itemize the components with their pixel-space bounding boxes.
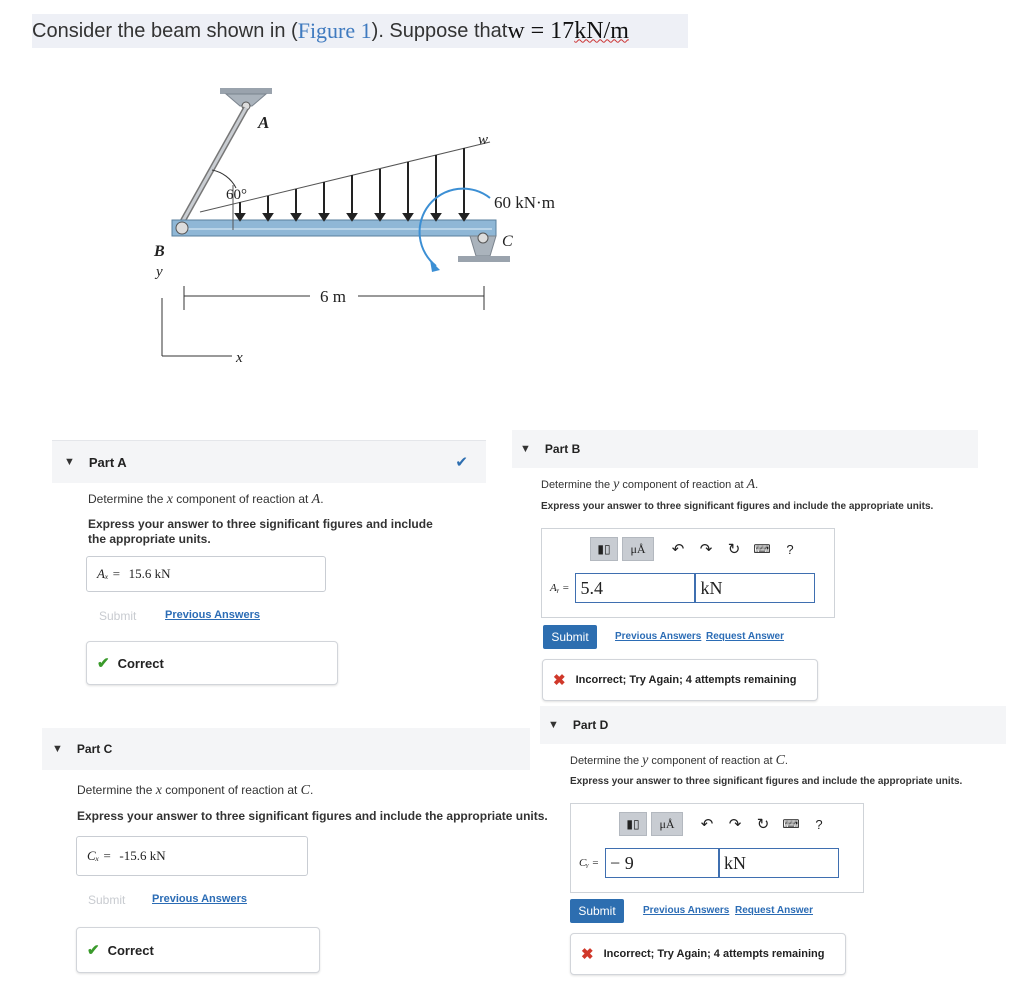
- part-c-submit-button[interactable]: Submit: [88, 893, 126, 907]
- editor-toolbar: [590, 537, 834, 561]
- units-input[interactable]: kN: [695, 573, 815, 603]
- moment-arrowhead: [430, 260, 440, 272]
- label-y: y: [156, 264, 163, 280]
- completed-check-icon: ✔: [455, 454, 468, 471]
- keyboard-icon[interactable]: ⌨: [782, 817, 800, 831]
- help-icon[interactable]: ?: [786, 541, 794, 557]
- part-c-instructions: Express your answer to three significant figures and include the appropriate units.: [77, 809, 548, 823]
- answer-label: Aₓ =: [97, 566, 121, 581]
- part-d-previous-answers-link[interactable]: Previous Answers: [643, 905, 730, 916]
- units-button[interactable]: μÅ: [651, 812, 683, 836]
- reset-icon[interactable]: ↻: [727, 541, 741, 558]
- load-equation: w = 17: [507, 17, 575, 44]
- label-angle: 60°: [226, 187, 247, 203]
- undo-icon[interactable]: ↶: [700, 816, 714, 833]
- answer-row: [550, 573, 834, 603]
- part-a-title: Part A: [88, 454, 127, 470]
- answer-label: Aᵧ =: [550, 582, 570, 594]
- label-w: w: [478, 132, 489, 148]
- part-d-header[interactable]: [540, 706, 1006, 744]
- part-c-answer: [76, 836, 308, 876]
- label-x: x: [236, 350, 243, 366]
- value-input[interactable]: − 9: [605, 848, 719, 878]
- collapse-icon[interactable]: ▼: [548, 719, 559, 731]
- header-suffix: ). Suppose that: [371, 19, 508, 42]
- keyboard-icon[interactable]: ⌨: [753, 542, 771, 556]
- header-prefix: Consider the beam shown in (: [32, 19, 298, 42]
- strut-highlight: [180, 108, 246, 226]
- units-button[interactable]: μÅ: [622, 537, 654, 561]
- redo-icon[interactable]: ↷: [699, 541, 713, 558]
- check-icon: ✔: [87, 942, 100, 959]
- part-c-previous-answers-link[interactable]: Previous Answers: [152, 893, 247, 905]
- load-unit: kN/m: [574, 17, 629, 44]
- part-b-instructions: Express your answer to three significant figures and include the appropriate units.: [541, 501, 934, 512]
- part-c-header[interactable]: [42, 728, 530, 770]
- x-icon: ✖: [553, 672, 566, 689]
- part-a-instructions: Express your answer to three significant figures and include the appropriate units.: [88, 517, 433, 546]
- label-length: 6 m: [320, 287, 346, 306]
- collapse-icon[interactable]: ▼: [52, 743, 63, 755]
- part-d-answer-editor: [570, 803, 864, 893]
- help-icon[interactable]: ?: [815, 816, 823, 832]
- answer-value: 15.6 kN: [128, 566, 171, 581]
- ground-c: [458, 256, 510, 262]
- part-d-question: Determine the y component of reaction at C.: [570, 753, 788, 768]
- answer-label: Cₓ =: [87, 848, 112, 863]
- templates-icon: ▮▯: [597, 542, 611, 556]
- part-a-feedback: ✔ Correct: [86, 641, 338, 685]
- value-input[interactable]: 5.4: [575, 573, 695, 603]
- part-a-previous-answers-link[interactable]: Previous Answers: [165, 609, 260, 621]
- pin-b: [176, 222, 188, 234]
- answer-value: -15.6 kN: [119, 848, 166, 863]
- reset-icon[interactable]: ↻: [756, 816, 770, 833]
- part-d-submit-button[interactable]: Submit: [570, 899, 624, 923]
- templates-icon: ▮▯: [626, 817, 640, 831]
- templates-button[interactable]: [619, 812, 647, 836]
- part-d-title: Part D: [572, 718, 609, 732]
- label-b: B: [154, 243, 165, 260]
- editor-toolbar: [619, 812, 863, 836]
- part-b-feedback: ✖ Incorrect; Try Again; 4 attempts remaining: [542, 659, 818, 701]
- units-input[interactable]: kN: [719, 848, 839, 878]
- x-icon: ✖: [581, 946, 594, 963]
- angle-arc: [212, 170, 236, 188]
- part-a-submit-button[interactable]: Submit: [99, 609, 137, 623]
- part-a-answer: [86, 556, 326, 592]
- part-b-header[interactable]: [512, 430, 978, 468]
- load-arrows: [236, 148, 468, 220]
- undo-icon[interactable]: ↶: [671, 541, 685, 558]
- label-c: C: [502, 233, 513, 250]
- part-a-question: Determine the x component of reaction at A.: [88, 492, 324, 507]
- part-b-previous-answers-link[interactable]: Previous Answers: [615, 631, 702, 642]
- part-b-answer-editor: [541, 528, 835, 618]
- part-c-title: Part C: [76, 742, 113, 756]
- figure-link[interactable]: Figure 1: [297, 18, 372, 43]
- part-d-instructions: Express your answer to three significant figures and include the appropriate units.: [570, 776, 963, 787]
- part-b-request-answer-link[interactable]: Request Answer: [706, 631, 784, 642]
- part-b-title: Part B: [544, 442, 581, 456]
- part-d-request-answer-link[interactable]: Request Answer: [735, 905, 813, 916]
- problem-statement: [32, 14, 688, 48]
- label-a: A: [258, 113, 270, 132]
- label-moment: 60 kN·m: [494, 193, 555, 212]
- answer-label: Cᵧ =: [579, 857, 600, 869]
- part-b-question: Determine the y component of reaction at A.: [541, 477, 759, 492]
- check-icon: ✔: [97, 655, 110, 672]
- redo-icon[interactable]: ↷: [728, 816, 742, 833]
- beam-figure: [140, 80, 610, 380]
- part-c-feedback: ✔ Correct: [76, 927, 320, 973]
- answer-row: [579, 848, 863, 878]
- part-b-submit-button[interactable]: Submit: [543, 625, 597, 649]
- part-d-feedback: ✖ Incorrect; Try Again; 4 attempts remaining: [570, 933, 846, 975]
- templates-button[interactable]: [590, 537, 618, 561]
- collapse-icon[interactable]: ▼: [64, 456, 75, 468]
- collapse-icon[interactable]: ▼: [520, 443, 531, 455]
- part-c-question: Determine the x component of reaction at C.: [77, 783, 314, 798]
- ceiling-support: [220, 88, 272, 94]
- pin-c: [478, 233, 488, 243]
- part-a-header[interactable]: [52, 440, 486, 483]
